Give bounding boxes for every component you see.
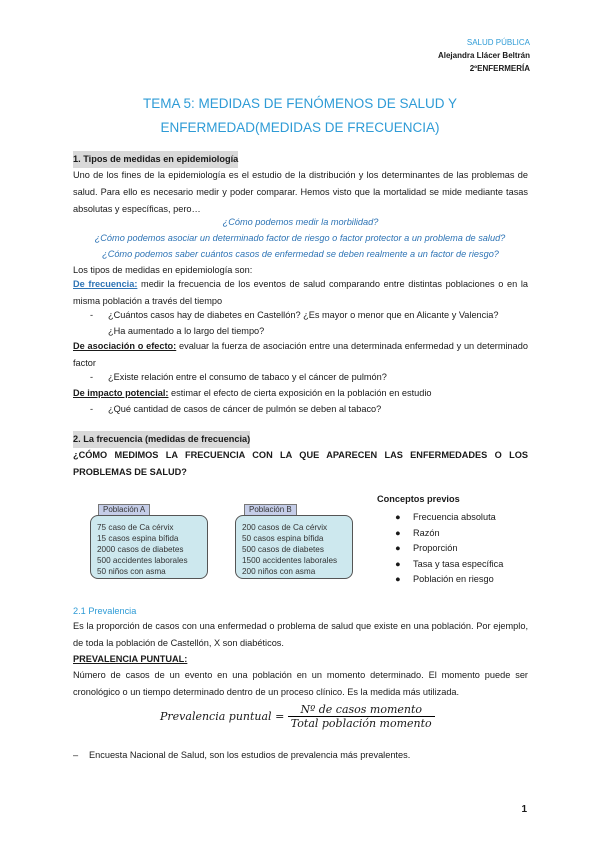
header-author: Alejandra Llácer Beltrán [437, 51, 530, 60]
section-2-heading: 2. La frecuencia (medidas de frecuencia) [73, 431, 250, 448]
section-1-intro: Uno de los fines de la epidemiología es el estudio de la distribución y los determinantes de las problemas de salud. Para ello es necesario medir y poder comparar. Hemos visto que la mortalidad se mide mediante tasas absolutas y específicas, pero… [73, 170, 528, 214]
prevalence-definition: Es la proporción de casos con una enfermedad o problema de salud que existe en una población. Por ejemplo, de toda la población de Castellón, X son diabéticos. [73, 621, 528, 648]
prevalence-formula [160, 703, 435, 730]
concept-item: ● Población en riesgo [395, 574, 494, 584]
section-1-heading-wrap [73, 151, 528, 168]
section-2-question: ¿CÓMO MEDIMOS LA FRECUENCIA CON LA QUE APARECEN LAS ENFERMEDADES O LOS PROBLEMAS DE SALUD? [73, 450, 528, 477]
formula-fraction [288, 703, 435, 730]
formula-denominator: Total población momento [290, 717, 432, 730]
frequency-label: De frecuencia: [73, 279, 138, 289]
concept-item: ● Razón [395, 527, 440, 538]
page-number: 1 [521, 804, 527, 815]
association-paragraph [73, 338, 528, 372]
population-b-label: Población B [244, 504, 297, 516]
impact-bullet: - ¿Qué cantidad de casos de cáncer de pulmón se deben al tabaco? [90, 404, 382, 414]
population-a-label: Población A [98, 504, 150, 516]
punctual-heading: PREVALENCIA PUNTUAL: [73, 654, 188, 664]
section-2-heading-wrap [73, 431, 528, 448]
concept-item: ● Proporción [395, 543, 458, 553]
question-3: ¿Cómo podemos saber cuántos casos de enfermedad se deben realmente a un factor de riesgo? [102, 249, 499, 259]
punctual-text: Número de casos de un evento en una población en un momento determinado. El momento puede ser cronológico o un tiempo determinado dentro de un proceso clínico. Es la medida más utilizada. [73, 670, 528, 697]
formula-lhs: Prevalencia puntual = [160, 710, 285, 723]
title-line-2: ENFERMEDAD(MEDIDAS DE FRECUENCIA) [160, 120, 440, 135]
population-b-box: 200 casos de Ca cérvix 50 casos espina bífida 500 casos de diabetes 1500 accidentes laborales 200 niños con asma [235, 515, 353, 579]
header-course: 2ºENFERMERÍA [469, 64, 530, 73]
survey-note: – Encuesta Nacional de Salud, son los estudios de prevalencia más prevalentes. [73, 750, 411, 760]
title-line-1: TEMA 5: MEDIDAS DE FENÓMENOS DE SALUD Y [142, 96, 458, 111]
concepts-list [395, 510, 503, 588]
question-2: ¿Cómo podemos asociar un determinado factor de riesgo o factor protector a un problema de salud? [94, 233, 506, 243]
page-title [0, 92, 600, 140]
section-1-heading: 1. Tipos de medidas en epidemiología [73, 151, 238, 168]
header-subject: SALUD PÚBLICA [466, 38, 530, 47]
concept-item: ● Tasa y tasa específica [395, 558, 504, 569]
formula-numerator: Nº de casos momento [288, 703, 435, 717]
frequency-bullet-2: ¿Ha aumentado a lo largo del tiempo? [108, 326, 265, 336]
document-header [438, 36, 530, 75]
frequency-bullet-1: - ¿Cuántos casos hay de diabetes en Castellón? ¿Es mayor o menor que en Alicante y Valencia? [90, 310, 499, 320]
punctual-heading-wrap [73, 651, 528, 668]
frequency-paragraph [73, 276, 528, 310]
concept-item: ● Frecuencia absoluta [395, 512, 496, 522]
association-text: evaluar la fuerza de asociación entre una determinada enfermedad y un determinado factor [73, 341, 528, 368]
concepts-title: Conceptos previos [377, 494, 460, 504]
association-label: De asociación o efecto: [73, 341, 177, 351]
impact-text: estimar el efecto de cierta exposición en la población en estudio [168, 388, 432, 398]
frequency-text: medir la frecuencia de los eventos de salud comparando entre distintas poblaciones o en la misma población a través del tiempo [73, 279, 528, 306]
types-intro: Los tipos de medidas en epidemiología son: [73, 265, 253, 275]
impact-paragraph [73, 385, 528, 402]
population-a-box: 75 caso de Ca cérvix 15 casos espina bífida 2000 casos de diabetes 500 accidentes laborales 50 niños con asma [90, 515, 208, 579]
impact-label: De impacto potencial: [73, 388, 169, 398]
question-1: ¿Cómo podemos medir la morbilidad? [222, 217, 379, 227]
association-bullet: - ¿Existe relación entre el consumo de tabaco y el cáncer de pulmón? [90, 372, 387, 382]
section-2-1-heading: 2.1 Prevalencia [73, 606, 137, 616]
